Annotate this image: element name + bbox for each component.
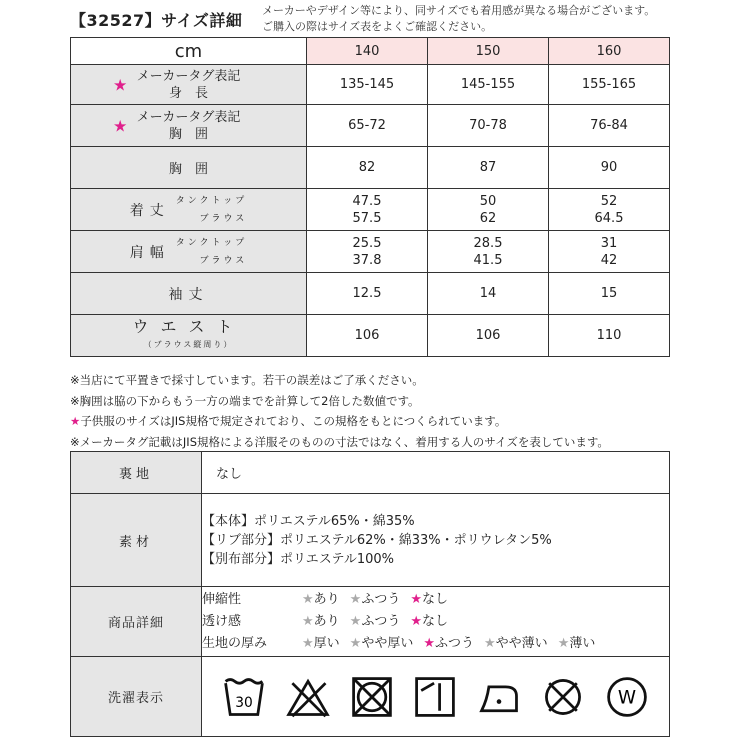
star-icon: ★ (113, 116, 128, 135)
stretch-option-3: ★なし (410, 591, 449, 607)
length-tank-150: 50 (479, 193, 497, 209)
size-140: 140 (307, 38, 428, 65)
shoulder-blouse-150: 41.5 (473, 252, 503, 268)
length-blouse-160: 64.5 (594, 210, 624, 226)
chest-150: 87 (428, 147, 549, 189)
note-1: ※当店にて平置きで採寸しています。若干の誤差はご了承ください。 (70, 373, 424, 387)
length-sub-blouse: ブラウス (199, 213, 248, 224)
shoulder-160 (549, 231, 670, 273)
chest-tag-150: 70-78 (428, 105, 549, 147)
waist-160: 110 (549, 315, 670, 357)
size-150: 150 (428, 38, 549, 65)
sheer-option-2: ★ふつう (349, 613, 401, 629)
thickness-option-3: ★ふつう (423, 635, 475, 651)
sleeve-140: 12.5 (307, 273, 428, 315)
shoulder-sub-blouse: ブラウス (199, 255, 248, 266)
length-label-cell (71, 189, 307, 231)
chest-160: 90 (549, 147, 670, 189)
star-icon: ★ (113, 75, 128, 94)
sleeve-label-cell (71, 273, 307, 315)
iron-icon (476, 674, 522, 720)
chest-140: 82 (307, 147, 428, 189)
length-blouse-150: 62 (479, 210, 497, 226)
sheer-option-3: ★なし (410, 613, 449, 629)
size-header-row (71, 38, 670, 65)
thickness-option-4: ★やや薄い (484, 635, 548, 651)
waist-150: 106 (428, 315, 549, 357)
detail-label: 商品詳細 (71, 587, 202, 657)
waist-sub: （ブラウス縦周り） (143, 340, 234, 349)
chest-label: 胸 囲 (71, 147, 307, 189)
stretch-label: 伸縮性 (202, 591, 242, 607)
stretch-option-1: ★あり (302, 591, 340, 607)
thickness-option-5: ★薄い (557, 635, 596, 651)
chest-tag-row (71, 105, 670, 147)
material-line-2: 【リブ部分】ポリエステル62%・綿33%・ポリウレタン5% (202, 532, 552, 548)
waist-label-cell (71, 315, 307, 357)
shoulder-140 (307, 231, 428, 273)
detail-row (71, 587, 670, 657)
size-table (70, 37, 670, 357)
waist-row (71, 315, 670, 357)
wash-tub-30-icon (221, 674, 267, 720)
svg-text:30: 30 (235, 694, 253, 711)
maker-tag-label: メーカータグ表記 (136, 68, 241, 84)
wet-clean-icon (604, 674, 650, 720)
height-label: 身 長 (168, 85, 208, 101)
thickness-option-1: ★厚い (302, 635, 340, 651)
header-note-1: メーカーやデザイン等により、同サイズでも着用感が異なる場合がございます。 (262, 4, 656, 17)
maker-tag-label: メーカータグ表記 (136, 109, 241, 125)
header-note-2: ご購入の際はサイズ表をよくご確認ください。 (262, 20, 493, 33)
chest-tag-140: 65-72 (307, 105, 428, 147)
stretch-row (202, 589, 669, 611)
chest-row (71, 147, 670, 189)
sheer-row (202, 611, 669, 633)
sleeve-150: 14 (428, 273, 549, 315)
size-160: 160 (549, 38, 670, 65)
detail-cell (202, 587, 670, 657)
shoulder-tank-160: 31 (600, 235, 618, 251)
line-dry-icon (412, 674, 458, 720)
lining-label: 裏地 (71, 452, 202, 494)
lining-row (71, 452, 670, 494)
material-line-3: 【別布部分】ポリエステル100% (202, 551, 394, 567)
waist-label: ウエスト (132, 317, 245, 336)
unit-label: cm (71, 38, 307, 65)
height-150: 145-155 (428, 65, 549, 105)
shoulder-blouse-140: 37.8 (352, 252, 382, 268)
height-row (71, 65, 670, 105)
note-4: ※メーカータグ記載はJIS規格による洋服そのものの寸法ではなく、着用する人のサイズを表しています。 (70, 434, 609, 449)
chest-tag-160: 76-84 (549, 105, 670, 147)
page-title: 【32527】サイズ詳細 (70, 11, 243, 30)
material-lines (202, 494, 670, 587)
no-dry-clean-icon (540, 674, 586, 720)
sleeve-160: 15 (549, 273, 670, 315)
notes-block (70, 370, 609, 452)
wash-icons (202, 657, 670, 737)
wash-row (71, 657, 670, 737)
note-3 (70, 411, 609, 432)
wash-label: 洗濯表示 (71, 657, 202, 737)
thickness-option-2: ★やや厚い (349, 635, 414, 651)
height-140: 135-145 (307, 65, 428, 105)
no-tumble-dry-icon (349, 674, 395, 720)
note-3-text: 子供服のサイズはJIS規格で規定されており、この規格をもとにつくられています。 (80, 414, 507, 428)
sleeve-row (71, 273, 670, 315)
note-2: ※胸囲は脇の下からもう一方の端までを計算して2倍した数値です。 (70, 393, 420, 408)
shoulder-sub-tank: タンクトップ (175, 237, 248, 248)
length-160 (549, 189, 670, 231)
length-label: 着丈 (129, 202, 170, 219)
length-row (71, 189, 670, 231)
sleeve-label: 袖丈 (168, 286, 209, 303)
svg-text:W: W (617, 686, 637, 708)
length-tank-140: 47.5 (352, 193, 382, 209)
thickness-label: 生地の厚み (202, 635, 268, 651)
shoulder-row (71, 231, 670, 273)
sheer-label: 透け感 (202, 613, 242, 629)
length-sub-tank: タンクトップ (175, 195, 248, 206)
shoulder-label-cell (71, 231, 307, 273)
height-label-cell (71, 65, 307, 105)
chest-tag-label: 胸 囲 (168, 126, 208, 142)
material-line-1: 【本体】ポリエステル65%・綿35% (202, 513, 415, 529)
thickness-row (202, 633, 669, 655)
stretch-option-2: ★ふつう (349, 591, 401, 607)
shoulder-blouse-160: 42 (600, 252, 618, 268)
height-160: 155-165 (549, 65, 670, 105)
shoulder-tank-140: 25.5 (352, 235, 382, 251)
sheer-option-1: ★あり (302, 613, 340, 629)
lining-value: なし (202, 452, 670, 494)
waist-140: 106 (307, 315, 428, 357)
length-tank-160: 52 (600, 193, 618, 209)
material-row (71, 494, 670, 587)
length-140 (307, 189, 428, 231)
length-blouse-140: 57.5 (352, 210, 382, 226)
shoulder-150 (428, 231, 549, 273)
shoulder-tank-150: 28.5 (473, 235, 503, 251)
info-table (70, 451, 670, 737)
star-icon: ★ (70, 414, 81, 428)
chest-tag-label-cell (71, 105, 307, 147)
length-150 (428, 189, 549, 231)
material-label: 素材 (71, 494, 202, 587)
shoulder-label: 肩幅 (129, 244, 170, 261)
header-notes (262, 3, 655, 35)
no-bleach-icon (285, 674, 331, 720)
